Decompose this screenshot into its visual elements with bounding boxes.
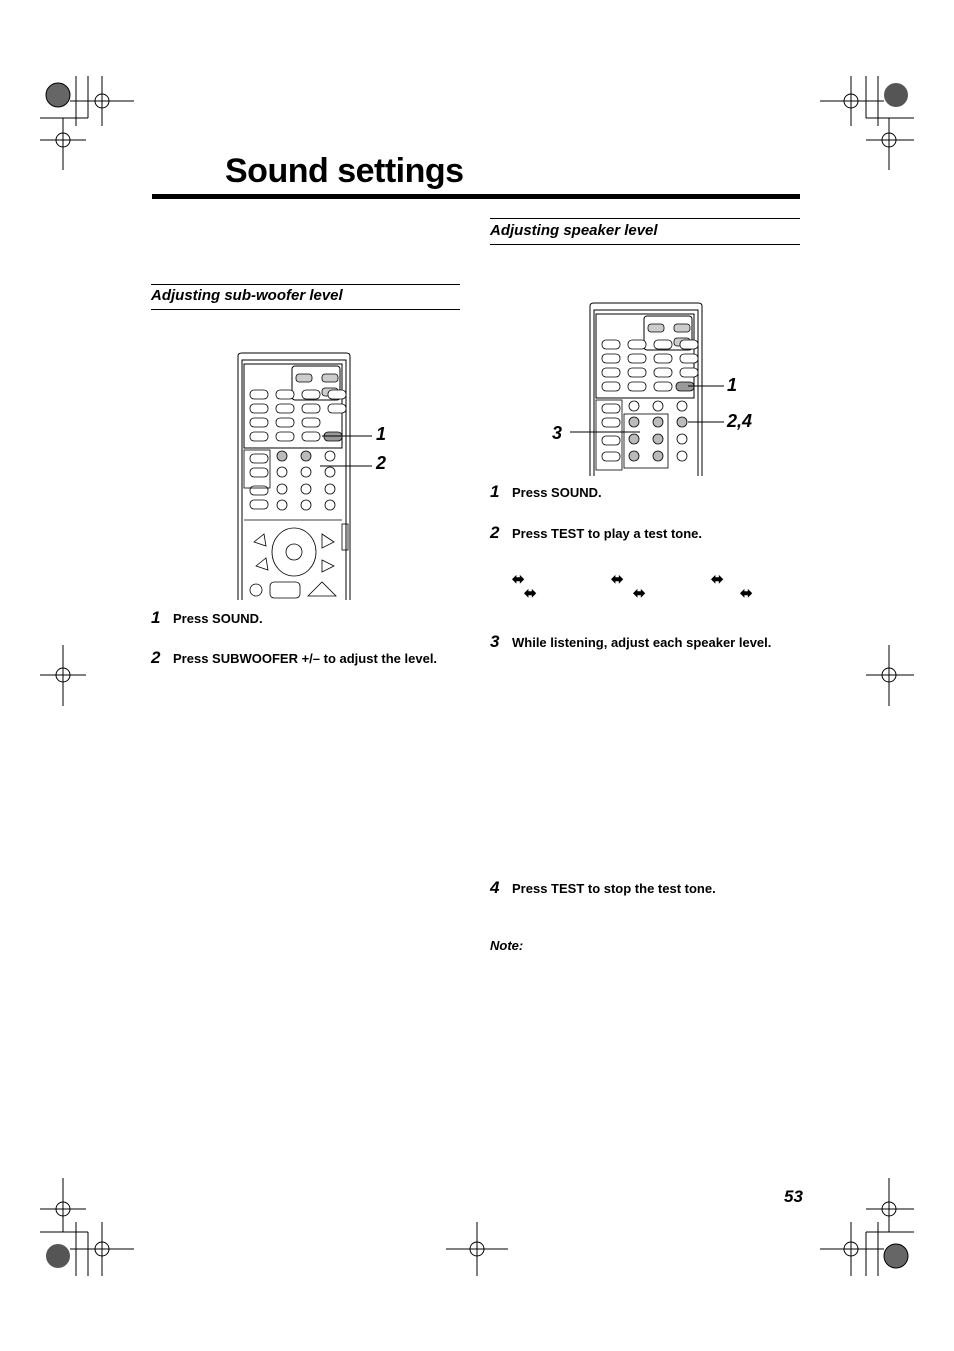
left-step-1 [151, 608, 263, 628]
right-heading-top-rule [490, 218, 800, 219]
step-number: 2 [490, 523, 500, 542]
right-callout-1: 1 [727, 375, 738, 395]
step-number: 3 [490, 632, 500, 651]
step-text: Press SOUND. [512, 485, 602, 500]
right-step-3 [490, 632, 771, 652]
step-text: Press TEST to stop the test tone. [512, 881, 716, 896]
right-callout-2-4: 2,4 [727, 411, 753, 431]
right-callout-3: 3 [552, 423, 563, 443]
left-callout-2: 2 [376, 453, 387, 473]
step-number: 1 [151, 608, 161, 627]
remote-control-illustration-left [236, 352, 354, 600]
step-number: 1 [490, 482, 500, 501]
sequence-arrow-icon: ⬌ [524, 585, 537, 602]
step-text: Press SUBWOOFER +/– to adjust the level. [173, 651, 438, 666]
sequence-arrow-icon: ⬌ [711, 571, 724, 588]
right-section-heading: Adjusting speaker level [490, 222, 658, 239]
note-label: Note: [490, 938, 524, 953]
left-heading-bottom-rule [151, 309, 460, 310]
sequence-arrow-icon: ⬌ [633, 585, 646, 602]
left-heading-top-rule [151, 284, 460, 285]
right-step-1 [490, 482, 602, 502]
step-number: 2 [151, 648, 161, 667]
right-step-4 [490, 878, 716, 898]
left-callout-1: 1 [376, 424, 387, 444]
title-rule [152, 194, 800, 199]
left-step-2 [151, 648, 437, 668]
right-step-2 [490, 523, 702, 543]
right-heading-bottom-rule [490, 244, 800, 245]
sequence-arrow-icon: ⬌ [611, 571, 624, 588]
sequence-arrow-icon: ⬌ [512, 571, 525, 588]
step-text: While listening, adjust each speaker level. [512, 635, 772, 650]
left-section-heading: Adjusting sub-woofer level [151, 287, 343, 304]
page-title: Sound settings [225, 152, 464, 190]
step-text: Press TEST to play a test tone. [512, 526, 702, 541]
page-number: 53 [784, 1187, 803, 1206]
right-callout-lines [560, 380, 730, 440]
step-text: Press SOUND. [173, 611, 263, 626]
sequence-arrow-icon: ⬌ [740, 585, 753, 602]
left-callout-lines [320, 430, 380, 470]
step-number: 4 [490, 878, 500, 897]
